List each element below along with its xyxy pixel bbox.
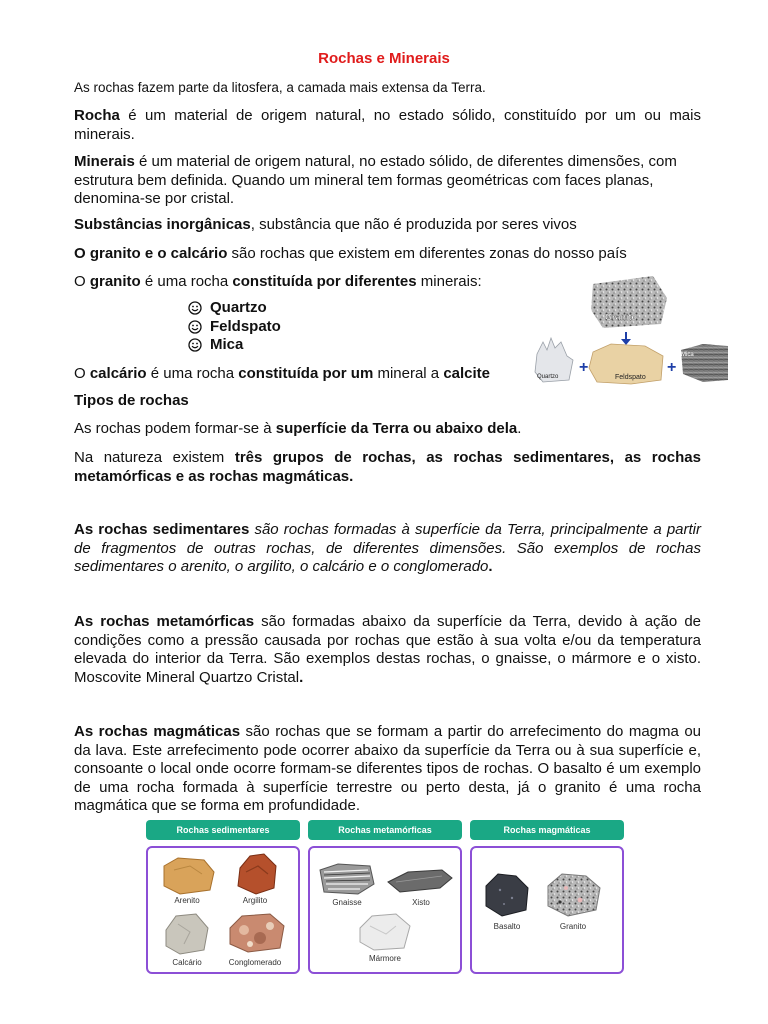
- magmaticas-paragraph: [74, 723, 701, 816]
- calcario-paragraph: [74, 365, 701, 384]
- sedimentares-text: são rochas formadas à superfície da Terra, principalmente a partir de fragmentos de outras rochas, de diferentes dimensões. São exemplos de rochas sedimentares o arenito, o argilito, o calcário e o conglomerado: [74, 521, 701, 575]
- natureza-paragraph: [74, 449, 701, 486]
- gnaisse-rock-image: [318, 862, 376, 896]
- panel-metamorficas-title: Rochas metamórficas: [308, 820, 462, 840]
- calcario-line-b: calcário: [89, 365, 147, 382]
- metamorficas-text: são formadas abaixo da superfície da Terra, devido à ação de condições como a pressão causada por rochas que estão à sua volta e/ou da temperatura elevada do interior da Terra. São exemplos destas rochas, o gnaisse, o mármore e o xisto. Moscovite Mineral Quartzo Cristal: [74, 613, 702, 686]
- basalto-rock-image: [482, 872, 532, 918]
- panel-magmaticas: [470, 818, 624, 972]
- sedimentares-term: As rochas sedimentares: [74, 521, 250, 538]
- sedimentares-end: .: [488, 558, 493, 575]
- metamorficas-end: .: [299, 668, 304, 686]
- quartzo-label: Quartzo: [537, 374, 559, 380]
- calcario-line-d: constituída por um: [238, 365, 374, 382]
- minerals-list: [188, 299, 281, 355]
- marmore-rock-image: [356, 912, 412, 952]
- intro-paragraph: As rochas fazem parte da litosfera, a camada mais extensa da Terra.: [74, 80, 486, 95]
- plus-sign-2: +: [667, 359, 677, 376]
- granito-rock-image: [544, 872, 602, 918]
- formar-c: .: [517, 420, 522, 437]
- granito-line-b: granito: [89, 273, 141, 290]
- minerais-term: Minerais: [74, 153, 135, 170]
- panel-magmaticas-title: Rochas magmáticas: [470, 820, 624, 840]
- magmaticas-text: são rochas que se formam a partir do arrefecimento do magma ou da lava. Este arrefecimento pode ocorrer abaixo da superfície da Terra ou à sua superfície e, consoante o local onde ocorre formam-se diferentes tipos de rochas. O basalto é um exemplo de uma rocha formada à superfície terrestre ou perto desta, já o granito é uma rocha magmática que se forma em profundidade.: [74, 723, 702, 814]
- panel-metamorficas-box: [308, 846, 462, 974]
- panel-magmaticas-box: [470, 846, 624, 974]
- conglomerado-rock-image: [226, 912, 286, 954]
- rock-types-figure: [146, 818, 626, 972]
- metamorficas-term: As rochas metamórficas: [74, 613, 255, 630]
- metamorficas-paragraph: [74, 613, 701, 687]
- rocha-term: Rocha: [74, 107, 120, 124]
- calcario-line-e: mineral a: [373, 365, 444, 382]
- basalto-label: Basalto: [493, 922, 521, 931]
- smiley-icon: [188, 301, 202, 315]
- natureza-a: Na natureza existem: [74, 449, 235, 466]
- granito-calcario-text: são rochas que existem em diferentes zonas do nosso país: [227, 245, 627, 262]
- calcario-rock-image: [162, 912, 210, 956]
- rocha-paragraph: [74, 107, 701, 144]
- formar-a: As rochas podem formar-se à: [74, 420, 276, 437]
- mica-label: Mica: [681, 352, 694, 358]
- calcario-line-c: é uma rocha: [146, 365, 239, 382]
- substancias-paragraph: [74, 216, 701, 235]
- argilito-rock-image: [234, 852, 280, 896]
- panel-sedimentares-box: [146, 846, 300, 974]
- substancias-term: Substâncias inorgânicas: [74, 216, 251, 233]
- list-item: [188, 318, 281, 337]
- panel-sedimentares-title: Rochas sedimentares: [146, 820, 300, 840]
- gnaisse-label: Gnaisse: [332, 898, 362, 907]
- calcario-label: Calcário: [172, 958, 202, 967]
- formar-paragraph: [74, 420, 701, 439]
- page-title: Rochas e Minerais: [318, 50, 450, 67]
- granito-calcario-paragraph: [74, 245, 701, 264]
- granito-line-c: é uma rocha: [140, 273, 233, 290]
- argilito-label: Argilito: [242, 896, 268, 905]
- minerais-text: é um material de origem natural, no estado sólido, de diferentes dimensões, com estrutura bem definida. Quando um mineral tem formas geométricas com faces planas, denomina-se por cristal.: [74, 153, 677, 207]
- rocha-text: é um material de origem natural, no estado sólido, constituído por um ou mais minerais.: [74, 107, 701, 143]
- xisto-label: Xisto: [412, 898, 430, 907]
- granito-line-a: O: [74, 273, 90, 290]
- panel-metamorficas: [308, 818, 462, 972]
- arenito-rock-image: [160, 856, 216, 896]
- calcario-line-f: calcite: [443, 365, 491, 382]
- tipos-heading: Tipos de rochas: [74, 392, 189, 409]
- xisto-rock-image: [386, 868, 454, 894]
- granito-label: Granito: [559, 922, 587, 931]
- substancias-text: , substância que não é produzida por seres vivos: [250, 216, 577, 233]
- granito-line-d: constituída por diferentes: [232, 273, 417, 290]
- calcario-line-a: O: [74, 365, 90, 382]
- magmaticas-term: As rochas magmáticas: [74, 723, 241, 740]
- list-item: [188, 299, 281, 318]
- minerais-paragraph: [74, 153, 701, 209]
- conglomerado-label: Conglomerado: [228, 958, 282, 967]
- feldspato-label: Feldspato: [615, 374, 646, 381]
- plus-sign-1: +: [579, 359, 589, 376]
- formar-b: superfície da Terra ou abaixo dela: [275, 420, 518, 437]
- mineral-mica: Mica: [210, 336, 244, 353]
- smiley-icon: [188, 338, 202, 352]
- granito-label: Granito: [605, 312, 638, 322]
- granito-calcario-term: O granito e o calcário: [74, 245, 228, 262]
- sedimentares-paragraph: [74, 521, 701, 577]
- panel-sedimentares: [146, 818, 300, 972]
- granito-line-e: minerais:: [416, 273, 482, 290]
- smiley-icon: [188, 320, 202, 334]
- mineral-feldspato: Feldspato: [210, 317, 281, 335]
- arenito-label: Arenito: [174, 896, 200, 905]
- natureza-b: três grupos de rochas, as rochas sedimentares, as rochas metamórficas e as rochas magmáticas.: [74, 449, 701, 485]
- arrow-down-icon: [621, 332, 631, 345]
- mineral-quartzo: Quartzo: [210, 299, 267, 316]
- marmore-label: Mármore: [368, 954, 401, 963]
- list-item: [188, 336, 281, 355]
